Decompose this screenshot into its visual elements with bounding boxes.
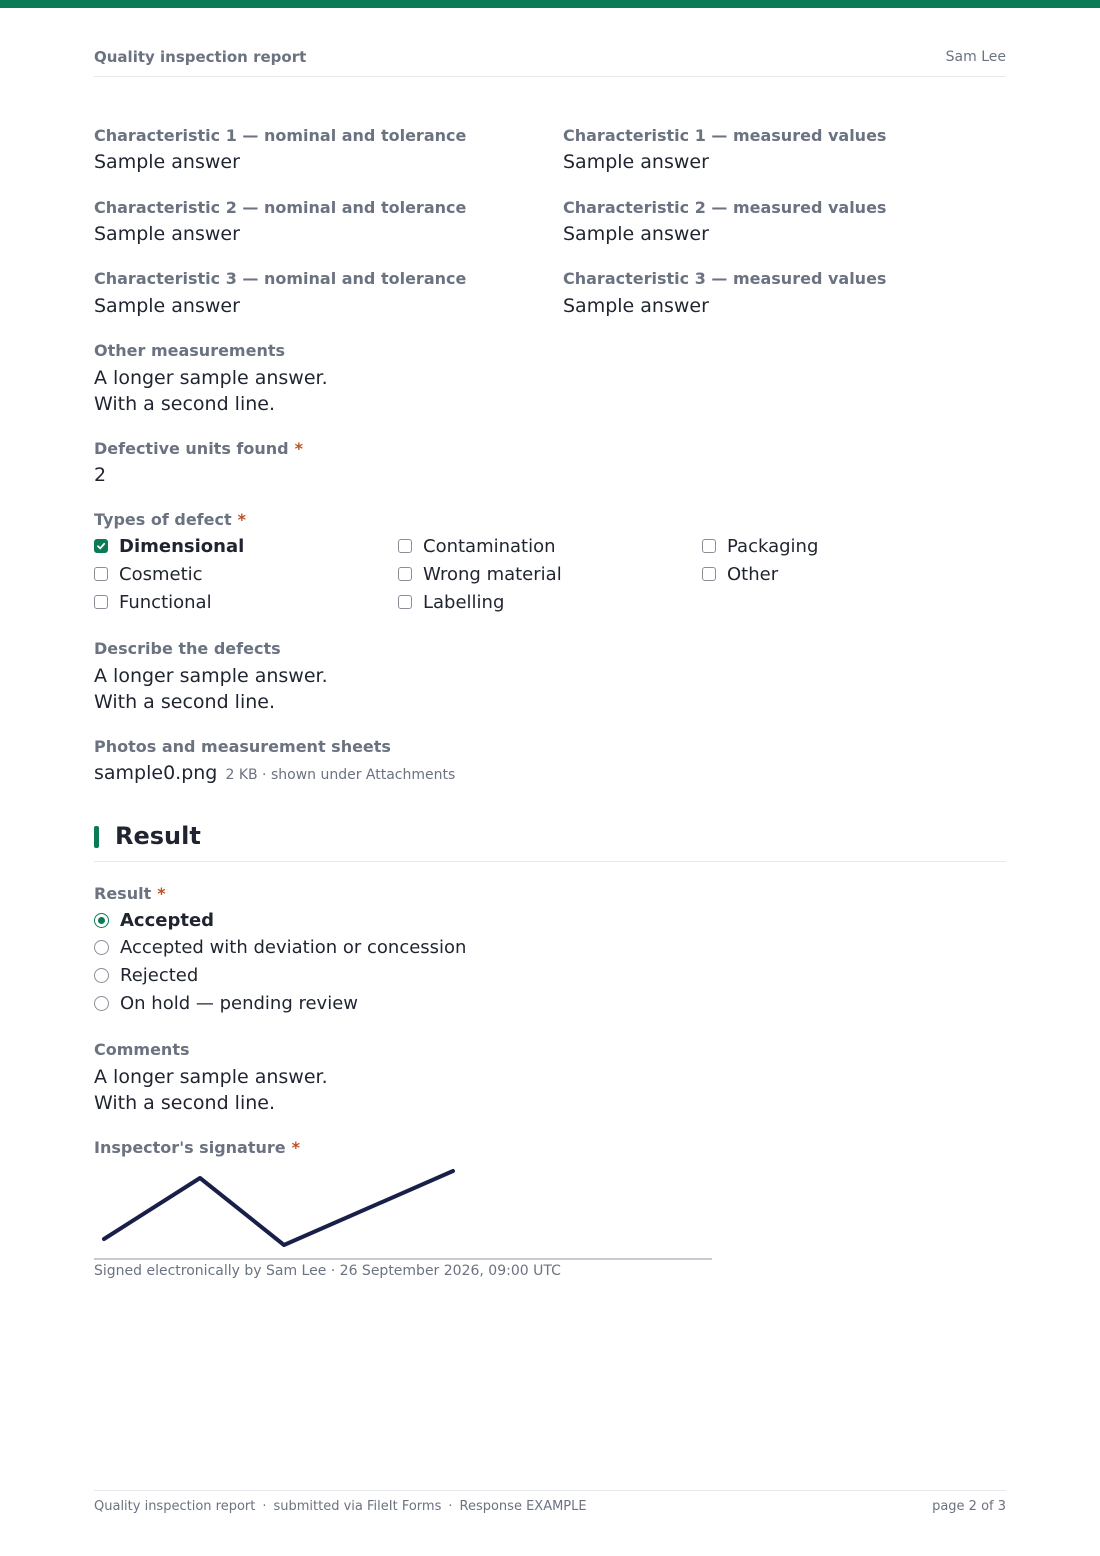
- signature-label: [94, 1138, 300, 1157]
- char3-measured-value: Sample answer: [563, 295, 709, 317]
- other-measurements-line1: A longer sample answer.: [94, 367, 328, 389]
- signature-label-text: Inspector's signature: [94, 1138, 286, 1157]
- defective-units-value: 2: [94, 464, 107, 486]
- char2-nominal-label: Characteristic 2 — nominal and tolerance: [94, 198, 467, 217]
- result-option-label: Accepted: [120, 909, 215, 931]
- defect-option-label: Cosmetic: [119, 563, 203, 585]
- checkbox-empty-icon[interactable]: [702, 567, 716, 581]
- attachment-file-name[interactable]: sample0.png: [94, 762, 218, 784]
- checkbox-empty-icon[interactable]: [94, 567, 108, 581]
- comments-value: [94, 1064, 328, 1116]
- other-measurements-line2: With a second line.: [94, 393, 275, 415]
- defect-option-label: Contamination: [423, 535, 556, 557]
- defect-option-contamination[interactable]: [398, 534, 556, 558]
- comments-line2: With a second line.: [94, 1092, 275, 1114]
- defect-option-other[interactable]: [702, 562, 778, 586]
- defect-option-labelling[interactable]: [398, 590, 504, 614]
- defect-option-dimensional[interactable]: [94, 534, 244, 558]
- describe-defects-label: Describe the defects: [94, 639, 281, 658]
- checkbox-empty-icon[interactable]: [398, 567, 412, 581]
- describe-defects-line1: A longer sample answer.: [94, 665, 328, 687]
- required-marker: *: [294, 439, 303, 458]
- char3-measured-label: Characteristic 3 — measured values: [563, 269, 887, 288]
- photos-label: Photos and measurement sheets: [94, 737, 391, 756]
- signature-image: [94, 1164, 712, 1258]
- char2-nominal-value: Sample answer: [94, 223, 240, 245]
- radio-selected-icon[interactable]: [94, 913, 109, 928]
- result-option-label: On hold — pending review: [120, 992, 359, 1014]
- footer-info: [94, 1499, 587, 1514]
- radio-empty-icon[interactable]: [94, 996, 109, 1011]
- footer-response: Response EXAMPLE: [459, 1499, 587, 1514]
- result-section-header: [94, 822, 1006, 862]
- footer-separator: ·: [448, 1499, 453, 1514]
- char1-nominal-label: Characteristic 1 — nominal and tolerance: [94, 126, 467, 145]
- comments-label: Comments: [94, 1040, 190, 1059]
- attachment-file-meta: 2 KB · shown under Attachments: [225, 767, 456, 783]
- required-marker: *: [237, 510, 246, 529]
- page-number: page 2 of 3: [932, 1499, 1006, 1514]
- defect-option-cosmetic[interactable]: [94, 562, 203, 586]
- attachment-entry: [94, 762, 455, 784]
- defect-option-label: Dimensional: [119, 535, 245, 557]
- result-option-label: Rejected: [120, 964, 199, 986]
- other-measurements-label: Other measurements: [94, 341, 286, 360]
- char3-nominal-label: Characteristic 3 — nominal and tolerance: [94, 269, 467, 288]
- char2-measured-label: Characteristic 2 — measured values: [563, 198, 887, 217]
- checkbox-checked-icon[interactable]: [94, 539, 108, 553]
- result-label-text: Result: [94, 884, 152, 903]
- checkbox-empty-icon[interactable]: [94, 595, 108, 609]
- char2-measured-value: Sample answer: [563, 223, 709, 245]
- result-label: [94, 884, 166, 903]
- user-name: Sam Lee: [945, 49, 1006, 65]
- checkbox-empty-icon[interactable]: [398, 539, 412, 553]
- top-accent-bar: [0, 0, 1100, 8]
- radio-empty-icon[interactable]: [94, 940, 109, 955]
- char1-measured-value: Sample answer: [563, 151, 709, 173]
- signature-box: [94, 1164, 712, 1260]
- defect-option-label: Labelling: [423, 591, 505, 613]
- defect-option-functional[interactable]: [94, 590, 212, 614]
- page-footer: [94, 1490, 1006, 1521]
- describe-defects-value: [94, 663, 328, 715]
- defect-option-wrong-material[interactable]: [398, 562, 562, 586]
- checkbox-empty-icon[interactable]: [702, 539, 716, 553]
- result-option-label: Accepted with deviation or concession: [120, 936, 467, 958]
- defect-option-label: Packaging: [727, 535, 819, 557]
- result-option-accepted-with-deviation[interactable]: [94, 935, 466, 959]
- page-header: [94, 48, 1006, 77]
- result-option-rejected[interactable]: [94, 963, 198, 987]
- defective-units-label: [94, 439, 303, 458]
- footer-submitted-via: submitted via FileIt Forms: [273, 1499, 442, 1514]
- comments-line1: A longer sample answer.: [94, 1066, 328, 1088]
- defect-option-label: Other: [727, 563, 779, 585]
- char1-nominal-value: Sample answer: [94, 151, 240, 173]
- report-title: Quality inspection report: [94, 48, 307, 66]
- other-measurements-value: [94, 365, 328, 417]
- checkbox-empty-icon[interactable]: [398, 595, 412, 609]
- result-option-on-hold[interactable]: [94, 991, 358, 1015]
- footer-separator: ·: [262, 1499, 267, 1514]
- section-title: Result: [115, 822, 201, 850]
- defect-types-label-text: Types of defect: [94, 510, 232, 529]
- required-marker: *: [157, 884, 166, 903]
- signature-caption: Signed electronically by Sam Lee · 26 September 2026, 09:00 UTC: [94, 1263, 561, 1279]
- footer-form-name: Quality inspection report: [94, 1499, 256, 1514]
- result-option-accepted[interactable]: [94, 908, 214, 932]
- char1-measured-label: Characteristic 1 — measured values: [563, 126, 887, 145]
- section-accent-bar: [94, 826, 99, 848]
- char3-nominal-value: Sample answer: [94, 295, 240, 317]
- defective-units-label-text: Defective units found: [94, 439, 289, 458]
- defect-option-label: Functional: [119, 591, 212, 613]
- required-marker: *: [291, 1138, 300, 1157]
- defect-types-label: [94, 510, 246, 529]
- defect-option-packaging[interactable]: [702, 534, 818, 558]
- defect-option-label: Wrong material: [423, 563, 562, 585]
- radio-empty-icon[interactable]: [94, 968, 109, 983]
- describe-defects-line2: With a second line.: [94, 691, 275, 713]
